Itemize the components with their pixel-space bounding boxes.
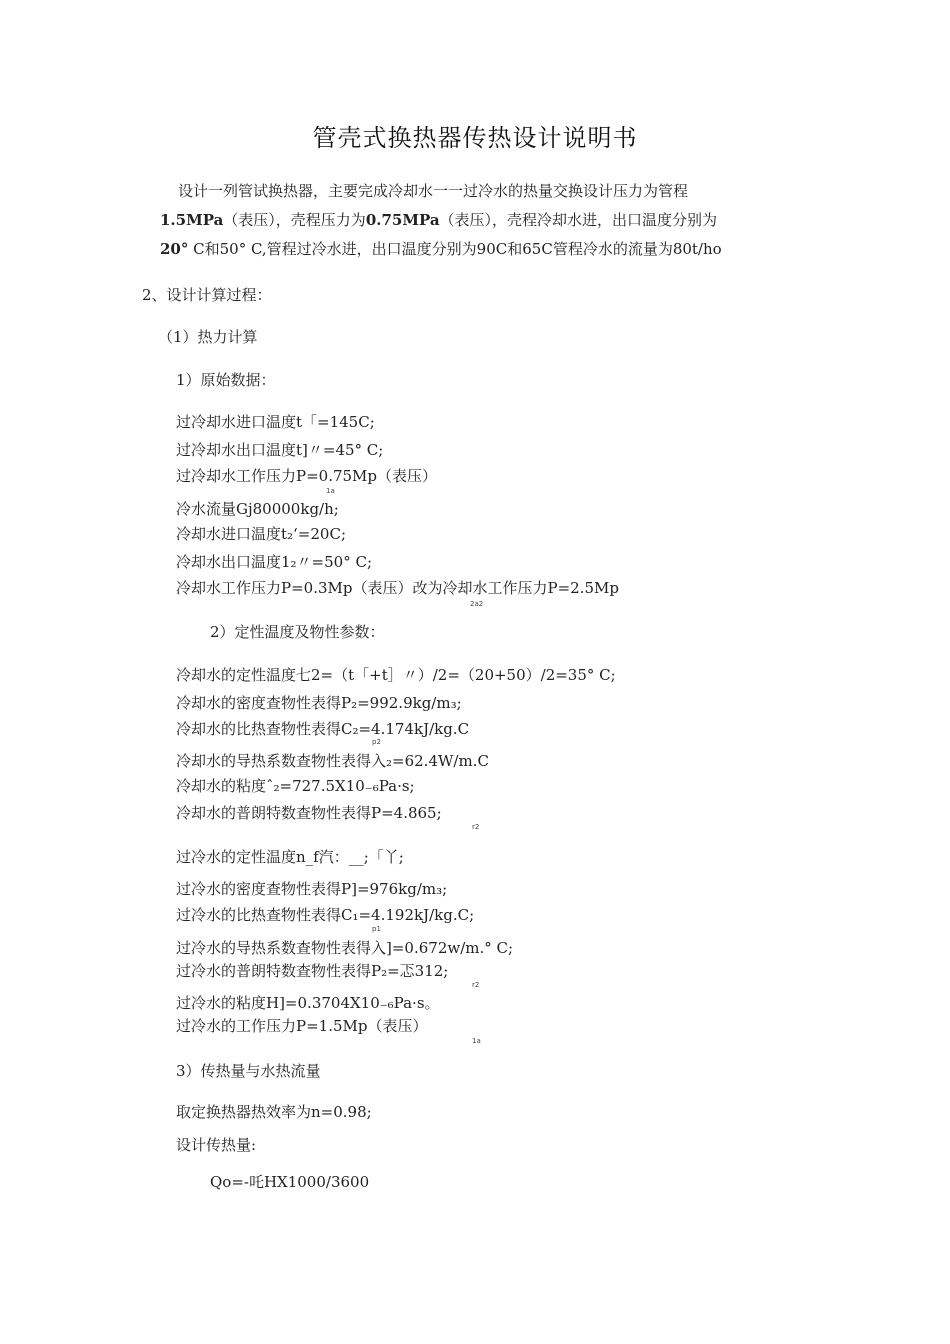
document-title: 管壳式换热器传热设计说明书 [312, 124, 638, 152]
intro-line-2 [160, 210, 717, 230]
hot-subscript-1a: 1a [472, 1037, 481, 1045]
raw-line-2: 过冷却水出口温度t]〃=45° C; [176, 441, 384, 459]
hot-line-7: 过冷水的工作压力P=1.5Mp（表压） [176, 1017, 428, 1035]
cooling-line-3: 冷却水的比热查物性表得C₂=4.174kJ/kg.C [176, 720, 470, 738]
hot-line-5: 过冷水的普朗特数查物性表得P₂=忑312; [176, 962, 449, 980]
raw-line-6: 冷却水出口温度1₂〃=50° C; [176, 553, 373, 571]
inlet-temp: 20° [160, 240, 189, 258]
heat-heading: 3）传热量与水热流量 [176, 1062, 321, 1080]
cooling-subscript-p2: p2 [372, 738, 381, 746]
heat-line-1: 取定换热器热效率为n=0.98; [176, 1103, 372, 1121]
raw-line-5: 冷却水进口温度t₂‘=20C; [176, 525, 346, 543]
raw-line-3: 过冷却水工作压力P=0.75Mp（表压） [176, 467, 438, 485]
raw-subscript-1a: 1a [326, 487, 335, 495]
hot-line-4: 过冷水的导热系数查物性表得入]=0.672w/m.° C; [176, 939, 514, 957]
hot-line-3: 过冷水的比热查物性表得C₁=4.192kJ/kg.C; [176, 906, 475, 924]
cooling-line-5: 冷却水的粘度ˆ₂=727.5X10₋₆Pa·s; [176, 777, 415, 795]
hot-line-6: 过冷水的粘度H]=0.3704X10₋₆Pa·s。 [176, 994, 440, 1012]
raw-line-7: 冷却水工作压力P=0.3Mp（表压）改为冷却水工作压力P=2.5Mp [176, 579, 619, 597]
section-heading-2-1: （1）热力计算 [158, 328, 258, 346]
raw-line-4: 冷水流量Gj80000kg/h; [176, 500, 339, 518]
cooling-line-4: 冷却水的导热系数查物性表得入₂=62.4W/m.C [176, 752, 489, 770]
raw-subscript-2a2: 2a2 [470, 600, 484, 608]
hot-line-1: 过冷水的定性温度n_f汽：__;「丫; [176, 848, 404, 866]
raw-data-heading: 1）原始数据： [176, 371, 276, 389]
raw-line-1: 过冷却水进口温度t「=145C; [176, 413, 375, 431]
props-heading: 2）定性温度及物性参数： [210, 623, 385, 641]
section-heading-2: 2、设计计算过程： [142, 286, 272, 304]
intro-line-3 [160, 239, 722, 259]
tube-pressure: 1.5MPa [160, 211, 224, 229]
intro-line-2-text-b: （表压），壳程冷却水进，出口温度分别为 [439, 211, 718, 229]
intro-line-3-text: C和50° C,管程过冷水进，出口温度分别为90C和65C管程冷水的流量为80t/ho [188, 240, 722, 258]
shell-pressure: 0.75MPa [365, 211, 440, 229]
cooling-subscript-r2: r2 [472, 823, 480, 831]
cooling-line-2: 冷却水的密度查物性表得P₂=992.9kg/m₃; [176, 694, 462, 712]
hot-line-2: 过冷水的密度查物性表得P]=976kg/m₃; [176, 880, 448, 898]
intro-line-1: 设计一列管试换热器，主要完成冷却水一一过冷水的热量交换设计压力为管程 [178, 182, 689, 200]
intro-line-2-text-a: （表压），壳程压力为 [223, 211, 366, 229]
heat-formula: Qo=-吒HX1000/3600 [210, 1173, 370, 1191]
cooling-line-1: 冷却水的定性温度七2=（t「+t］〃）/2=（20+50）/2=35° C; [176, 666, 616, 684]
heat-line-2: 设计传热量: [176, 1136, 257, 1154]
hot-subscript-r2: r2 [472, 981, 480, 989]
hot-subscript-p1: p1 [372, 925, 381, 933]
cooling-line-6: 冷却水的普朗特数查物性表得P=4.865; [176, 804, 442, 822]
